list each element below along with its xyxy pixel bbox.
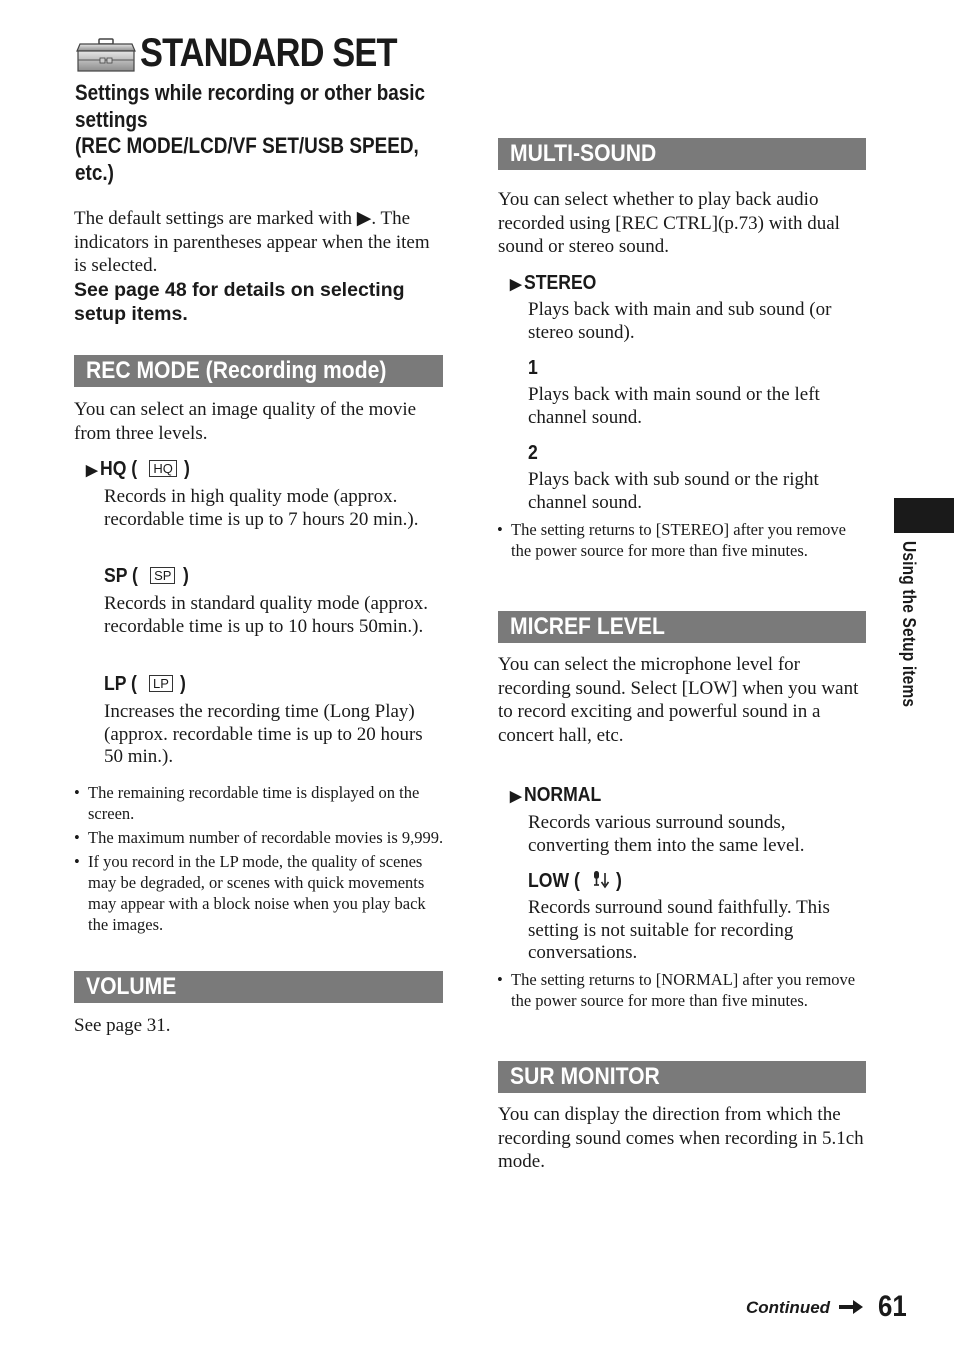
option-normal-desc: Records various surround sounds, converting them into the same level. xyxy=(528,812,805,856)
micref-text: You can select the microphone level for recording sound. Select [LOW] when you want to record exciting and powerful sound in a concert hall, etc. xyxy=(498,654,859,746)
option-stereo-desc: Plays back with main and sub sound (or stereo sound). xyxy=(528,299,832,343)
option-low-desc: Records surround sound faithfully. This setting is not suitable for recording conversations. xyxy=(528,897,830,963)
note-item: • The maximum number of recordable movies is 9,999. xyxy=(74,827,444,848)
mic-low-icon xyxy=(592,870,610,890)
note-item: • The setting returns to [STEREO] after you remove the power source for more than five minutes. xyxy=(497,519,867,561)
option-sp-desc: Records in standard quality mode (approx. recordable time is up to 10 hours 50min.). xyxy=(104,593,428,637)
default-marker-icon: ▶ xyxy=(510,276,522,293)
option-hq-desc: Records in high quality mode (approx. recordable time is up to 7 hours 20 min.). xyxy=(104,486,419,530)
page-title: STANDARD SET xyxy=(140,31,397,75)
subtitle-line: settings xyxy=(75,106,148,132)
rec-mode-notes xyxy=(74,782,444,938)
option-1-label: 1 xyxy=(528,357,538,379)
option-2-desc: Plays back with sub sound or the right channel sound. xyxy=(528,469,819,513)
volume-text: See page 31. xyxy=(74,1015,171,1036)
option-sp-label: SP ( SP ) xyxy=(104,565,189,587)
multi-sound-text: You can select whether to play back audio recorded using [REC CTRL](p.73) with dual sound or stereo sound. xyxy=(498,189,840,257)
rec-mode-heading: REC MODE (Recording mode) xyxy=(74,355,443,387)
option-hq-label: ▶ HQ ( HQ ) xyxy=(86,458,191,480)
note-item: • The remaining recordable time is displayed on the screen. xyxy=(74,782,444,824)
side-tab-label: Using the Setup items xyxy=(899,541,919,708)
sur-monitor-heading: SUR MONITOR xyxy=(498,1061,866,1093)
page-number: 61 xyxy=(878,1290,907,1323)
sur-monitor-text: You can display the direction from which the recording sound comes when recording in 5.1ch mode. xyxy=(498,1104,864,1172)
note-item: • The setting returns to [NORMAL] after you remove the power source for more than five minutes. xyxy=(497,969,867,1011)
option-lp-label: LP ( LP ) xyxy=(104,673,187,695)
option-lp-desc: Increases the recording time (Long Play) (approx. recordable time is up to 20 hours 50 min.). xyxy=(104,701,423,767)
option-stereo-label: ▶ STEREO xyxy=(510,272,596,294)
sp-icon: SP xyxy=(150,567,175,584)
arrow-right-icon xyxy=(839,1300,863,1314)
subtitle-line: (REC MODE/LCD/VF SET/USB SPEED, xyxy=(75,133,419,158)
continued-indicator: Continued xyxy=(746,1296,863,1320)
option-normal-label: ▶ NORMAL xyxy=(510,784,601,806)
default-marker-icon: ▶ xyxy=(510,788,522,805)
volume-heading: VOLUME xyxy=(74,971,443,1003)
note-item: • If you record in the LP mode, the quality of scenes may be degraded, or scenes with quick movements may appear with a block noise when you play back the images. xyxy=(74,851,444,935)
intro-text: The default settings are marked with ▶. The indicators in parentheses appear when the item is selected. xyxy=(74,208,430,276)
option-2-label: 2 xyxy=(528,442,538,464)
micref-notes xyxy=(497,969,867,1014)
multi-sound-notes xyxy=(497,519,867,564)
option-1-desc: Plays back with main sound or the left channel sound. xyxy=(528,384,820,428)
section-subtitle xyxy=(75,80,426,186)
intro-bold-note: See page 48 for details on selecting setup items. xyxy=(74,279,405,325)
subtitle-line: Settings while recording or other basic xyxy=(75,80,426,105)
side-tab-marker xyxy=(894,498,954,533)
toolbox-icon xyxy=(76,38,136,72)
option-low-label: LOW ( ) xyxy=(528,870,622,892)
rec-mode-text: You can select an image quality of the movie from three levels. xyxy=(74,399,417,444)
multi-sound-heading: MULTI-SOUND xyxy=(498,138,866,170)
default-marker-icon: ▶ xyxy=(86,462,98,479)
hq-icon: HQ xyxy=(149,460,177,477)
lp-icon: LP xyxy=(149,675,173,692)
subtitle-line: etc.) xyxy=(75,159,114,185)
micref-heading: MICREF LEVEL xyxy=(498,611,866,643)
